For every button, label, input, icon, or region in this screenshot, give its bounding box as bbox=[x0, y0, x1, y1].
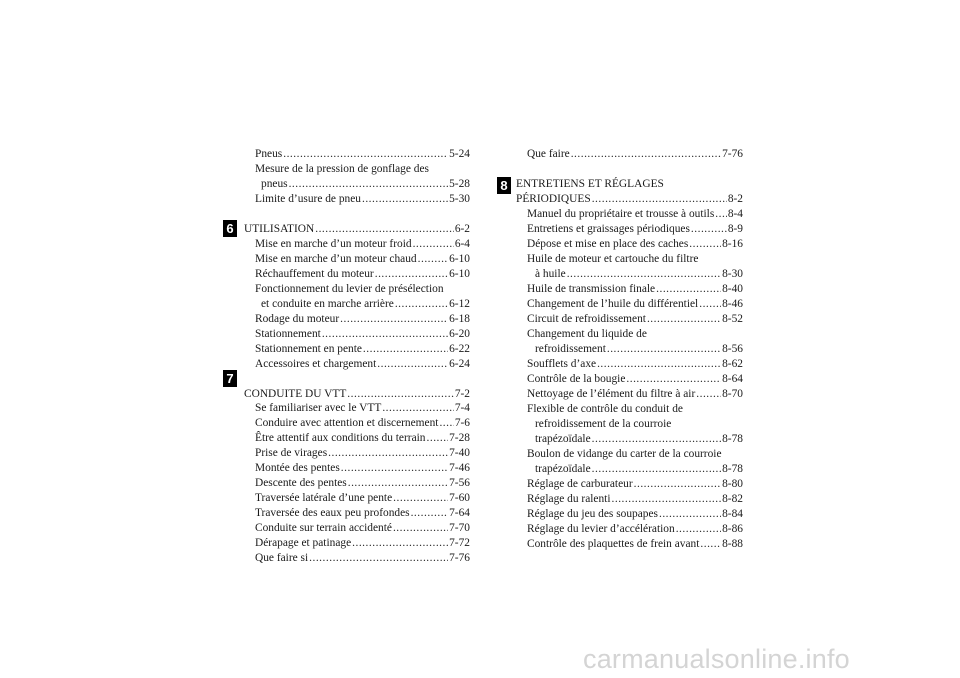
toc-entry-title: Flexible de contrôle du conduit de bbox=[527, 403, 683, 415]
toc-entry-page: 8-80 bbox=[722, 478, 743, 490]
dot-leader bbox=[347, 387, 454, 401]
toc-entry bbox=[255, 551, 470, 565]
toc-entry bbox=[255, 446, 470, 460]
toc-entry-title: pneus bbox=[261, 177, 288, 190]
dot-leader bbox=[352, 536, 448, 550]
chapter-tab-8: 8 bbox=[497, 177, 511, 194]
dot-leader bbox=[418, 252, 448, 266]
toc-entry-title: Mise en marche d’un moteur chaud bbox=[255, 252, 417, 265]
dot-leader bbox=[612, 492, 722, 506]
toc-entry bbox=[535, 342, 743, 356]
toc-entry-title: Huile de transmission finale bbox=[527, 283, 656, 295]
toc-entry-page: 8-52 bbox=[722, 313, 743, 325]
dot-leader bbox=[322, 327, 448, 341]
toc-entry-title: Entretiens et graissages périodiques bbox=[527, 223, 690, 235]
toc-entry bbox=[527, 477, 743, 491]
dot-leader bbox=[592, 432, 721, 446]
toc-entry bbox=[527, 507, 743, 521]
toc-entry-title: Réglage du levier d’accélération bbox=[527, 523, 675, 535]
toc-entry bbox=[527, 222, 743, 236]
toc-entry-page: 6-22 bbox=[449, 342, 470, 355]
toc-entry-title: Changement de l’huile du différentiel bbox=[527, 298, 699, 310]
toc-entry-page: 6-24 bbox=[449, 357, 470, 370]
dot-leader bbox=[592, 462, 721, 476]
toc-entry-title: Descente des pentes bbox=[255, 477, 347, 490]
dot-leader bbox=[393, 491, 448, 505]
toc-entry-page: 8-70 bbox=[722, 388, 743, 400]
toc-entry bbox=[255, 312, 470, 326]
toc-entry bbox=[527, 447, 722, 461]
toc-entry-title: Dérapage et patinage bbox=[255, 537, 352, 550]
toc-entry-page: 8-78 bbox=[722, 463, 743, 475]
dot-leader bbox=[328, 446, 448, 460]
dot-leader bbox=[691, 222, 727, 236]
dot-leader bbox=[362, 192, 448, 206]
toc-entry-page: 6-18 bbox=[449, 312, 470, 325]
dot-leader bbox=[309, 551, 448, 565]
dot-leader bbox=[377, 357, 448, 371]
dot-leader bbox=[647, 312, 721, 326]
toc-entry-title: PÉRIODIQUES bbox=[516, 193, 591, 205]
toc-entry-title: UTILISATION bbox=[244, 222, 315, 235]
toc-entry-title: Circuit de refroidissement bbox=[527, 313, 646, 325]
toc-entry-title: Traversée des eaux peu profondes bbox=[255, 507, 410, 520]
dot-leader bbox=[696, 387, 721, 401]
toc-entry-page: 7-70 bbox=[449, 522, 470, 535]
toc-entry-title: Accessoires et chargement bbox=[255, 357, 377, 370]
toc-entry-title: Stationnement en pente bbox=[255, 342, 362, 355]
dot-leader bbox=[699, 297, 721, 311]
dot-leader bbox=[315, 222, 454, 236]
toc-entry-title: Soufflets d’axe bbox=[527, 358, 597, 370]
toc-entry-page: 8-82 bbox=[722, 493, 743, 505]
toc-entry-page: 8-78 bbox=[722, 433, 743, 445]
toc-entry-page: 8-56 bbox=[722, 343, 743, 355]
toc-entry bbox=[527, 327, 647, 341]
toc-entry bbox=[527, 387, 743, 401]
toc-entry-page: 7-76 bbox=[449, 552, 470, 565]
toc-entry bbox=[527, 147, 743, 161]
toc-entry bbox=[255, 327, 470, 341]
toc-entry bbox=[255, 192, 470, 206]
chapter-tab-7: 7 bbox=[223, 370, 237, 387]
toc-entry-page: 6-2 bbox=[454, 222, 470, 235]
toc-entry bbox=[527, 237, 743, 251]
toc-entry-title: Mesure de la pression de gonflage des bbox=[255, 162, 429, 175]
dot-leader bbox=[567, 267, 721, 281]
toc-entry bbox=[535, 462, 743, 476]
toc-entry-title: refroidissement de la courroie bbox=[535, 418, 672, 430]
toc-entry-title: Huile de moteur et cartouche du filtre bbox=[527, 253, 699, 265]
toc-entry bbox=[255, 252, 470, 266]
toc-entry-title: trapézoïdale bbox=[535, 463, 591, 475]
toc-entry bbox=[516, 192, 743, 206]
toc-entry-page: 6-10 bbox=[449, 252, 470, 265]
toc-entry bbox=[255, 147, 470, 161]
dot-leader bbox=[597, 357, 721, 371]
toc-entry bbox=[527, 297, 743, 311]
toc-entry-title: Boulon de vidange du carter de la courroie bbox=[527, 448, 722, 460]
toc-entry-page: 7-2 bbox=[454, 387, 470, 400]
dot-leader bbox=[626, 372, 721, 386]
toc-entry bbox=[527, 207, 743, 221]
toc-entry bbox=[255, 401, 470, 415]
dot-leader bbox=[283, 147, 448, 161]
toc-entry bbox=[255, 162, 429, 176]
toc-entry-page: 8-86 bbox=[722, 523, 743, 535]
toc-entry-title: Limite d’usure de pneu bbox=[255, 192, 361, 205]
toc-entry-page: 6-20 bbox=[449, 327, 470, 340]
toc-entry-title: Être attentif aux conditions du terrain bbox=[255, 432, 426, 445]
toc-entry-page: 7-72 bbox=[449, 537, 470, 550]
chapter-tab-6: 6 bbox=[223, 220, 237, 237]
toc-entry bbox=[255, 476, 470, 490]
toc-entry bbox=[255, 357, 470, 371]
toc-entry bbox=[261, 297, 470, 311]
toc-entry-page: 6-12 bbox=[449, 297, 470, 310]
toc-entry-title: CONDUITE DU VTT bbox=[244, 387, 347, 400]
dot-leader bbox=[439, 416, 453, 430]
toc-entry bbox=[527, 522, 743, 536]
dot-leader bbox=[393, 521, 448, 535]
toc-entry bbox=[527, 312, 743, 326]
toc-entry-title: Changement du liquide de bbox=[527, 328, 647, 340]
toc-entry bbox=[261, 177, 470, 191]
toc-entry-title: trapézoïdale bbox=[535, 433, 591, 445]
toc-entry bbox=[527, 282, 743, 296]
toc-entry-page: 7-4 bbox=[454, 402, 470, 415]
toc-entry-title: Que faire si bbox=[255, 552, 309, 565]
dot-leader bbox=[700, 537, 721, 551]
dot-leader bbox=[571, 147, 721, 161]
toc-entry-title: à huile bbox=[535, 268, 566, 280]
dot-leader bbox=[413, 237, 454, 251]
toc-entry bbox=[535, 267, 743, 281]
toc-entry bbox=[255, 491, 470, 505]
toc-entry bbox=[527, 492, 743, 506]
toc-entry-title: Conduire avec attention et discernement bbox=[255, 417, 439, 430]
toc-entry-title: Réglage du ralenti bbox=[527, 493, 611, 505]
toc-entry bbox=[255, 506, 470, 520]
toc-entry-page: 6-4 bbox=[454, 237, 470, 250]
toc-entry-title: Réglage de carburateur bbox=[527, 478, 633, 490]
dot-leader bbox=[382, 401, 454, 415]
toc-entry bbox=[535, 432, 743, 446]
dot-leader bbox=[592, 192, 727, 206]
toc-entry-page: 7-40 bbox=[449, 447, 470, 460]
toc-entry-page: 8-16 bbox=[722, 238, 743, 250]
dot-leader bbox=[607, 342, 721, 356]
toc-entry-title: Traversée latérale d’une pente bbox=[255, 492, 393, 505]
toc-entry-page: 7-46 bbox=[449, 462, 470, 475]
dot-leader bbox=[676, 522, 721, 536]
toc-entry-page: 8-4 bbox=[727, 208, 743, 220]
toc-entry bbox=[255, 416, 470, 430]
dot-leader bbox=[659, 507, 721, 521]
toc-entry bbox=[255, 461, 470, 475]
toc-entry bbox=[527, 537, 743, 551]
toc-entry-title: Réglage du jeu des soupapes bbox=[527, 508, 658, 520]
dot-leader bbox=[340, 312, 448, 326]
toc-entry bbox=[527, 402, 683, 416]
toc-entry-title: Mise en marche d’un moteur froid bbox=[255, 237, 412, 250]
toc-entry bbox=[527, 372, 743, 386]
toc-entry-title: Contrôle des plaquettes de frein avant bbox=[527, 538, 700, 550]
toc-entry-page: 8-2 bbox=[727, 193, 743, 205]
toc-entry bbox=[255, 431, 470, 445]
toc-entry-page: 8-88 bbox=[722, 538, 743, 550]
toc-entry bbox=[255, 521, 470, 535]
toc-entry-page: 8-9 bbox=[727, 223, 743, 235]
toc-entry-page: 7-64 bbox=[449, 507, 470, 520]
toc-entry bbox=[244, 222, 470, 236]
toc-entry-title: ENTRETIENS ET RÉGLAGES bbox=[516, 178, 664, 190]
toc-entry-page: 7-6 bbox=[454, 417, 470, 430]
toc-entry-page: 5-30 bbox=[449, 192, 470, 205]
dot-leader bbox=[289, 177, 449, 191]
toc-entry-title: Montée des pentes bbox=[255, 462, 340, 475]
dot-leader bbox=[689, 237, 721, 251]
dot-leader bbox=[411, 506, 449, 520]
toc-entry-title: Rodage du moteur bbox=[255, 312, 340, 325]
toc-entry-title: Dépose et mise en place des caches bbox=[527, 238, 689, 250]
toc-entry bbox=[527, 252, 698, 266]
toc-entry-title: Réchauffement du moteur bbox=[255, 267, 374, 280]
toc-entry-page: 8-30 bbox=[722, 268, 743, 280]
toc-entry bbox=[255, 237, 470, 251]
toc-entry-title: refroidissement bbox=[535, 343, 606, 355]
toc-entry bbox=[244, 387, 470, 401]
toc-entry-page: 7-60 bbox=[449, 492, 470, 505]
toc-entry-title: Contrôle de la bougie bbox=[527, 373, 626, 385]
toc-entry-title: Fonctionnement du levier de présélection bbox=[255, 282, 444, 295]
toc-entry-page: 8-64 bbox=[722, 373, 743, 385]
toc-entry bbox=[527, 357, 743, 371]
dot-leader bbox=[348, 476, 448, 490]
dot-leader bbox=[656, 282, 721, 296]
toc-entry-title: Conduite sur terrain accidenté bbox=[255, 522, 392, 535]
toc-entry-page: 8-62 bbox=[722, 358, 743, 370]
dot-leader bbox=[715, 207, 727, 221]
toc-entry bbox=[255, 342, 470, 356]
dot-leader bbox=[375, 267, 448, 281]
toc-entry-title: Prise de virages bbox=[255, 447, 328, 460]
toc-entry bbox=[255, 282, 444, 296]
toc-entry-title: et conduite en marche arrière bbox=[261, 297, 394, 310]
toc-entry-page: 7-76 bbox=[722, 148, 743, 160]
dot-leader bbox=[634, 477, 721, 491]
dot-leader bbox=[363, 342, 448, 356]
dot-leader bbox=[395, 297, 448, 311]
toc-entry-page: 8-40 bbox=[722, 283, 743, 295]
toc-entry-page: 7-28 bbox=[449, 432, 470, 445]
toc-entry-page: 5-24 bbox=[449, 148, 470, 160]
toc-entry bbox=[255, 536, 470, 550]
toc-entry-page: 8-46 bbox=[722, 298, 743, 310]
toc-entry-title: Que faire bbox=[527, 148, 570, 160]
toc-entry-page: 6-10 bbox=[449, 267, 470, 280]
toc-entry-title: Stationnement bbox=[255, 327, 321, 340]
toc-entry-page: 8-84 bbox=[722, 508, 743, 520]
dot-leader bbox=[427, 431, 449, 445]
toc-entry-title: Nettoyage de l’élément du filtre à air bbox=[527, 388, 696, 400]
toc-entry bbox=[255, 267, 470, 281]
toc-entry bbox=[535, 417, 671, 431]
watermark: carmanualsonline.info bbox=[583, 644, 850, 674]
toc-entry-title: Manuel du propriétaire et trousse à outils bbox=[527, 208, 715, 220]
toc-entry-title: Se familiariser avec le VTT bbox=[255, 402, 382, 415]
dot-leader bbox=[341, 461, 448, 475]
toc-entry-title: Pneus bbox=[255, 148, 283, 160]
toc-entry-page: 7-56 bbox=[449, 477, 470, 490]
toc-entry bbox=[516, 177, 664, 191]
toc-entry-page: 5-28 bbox=[449, 177, 470, 190]
